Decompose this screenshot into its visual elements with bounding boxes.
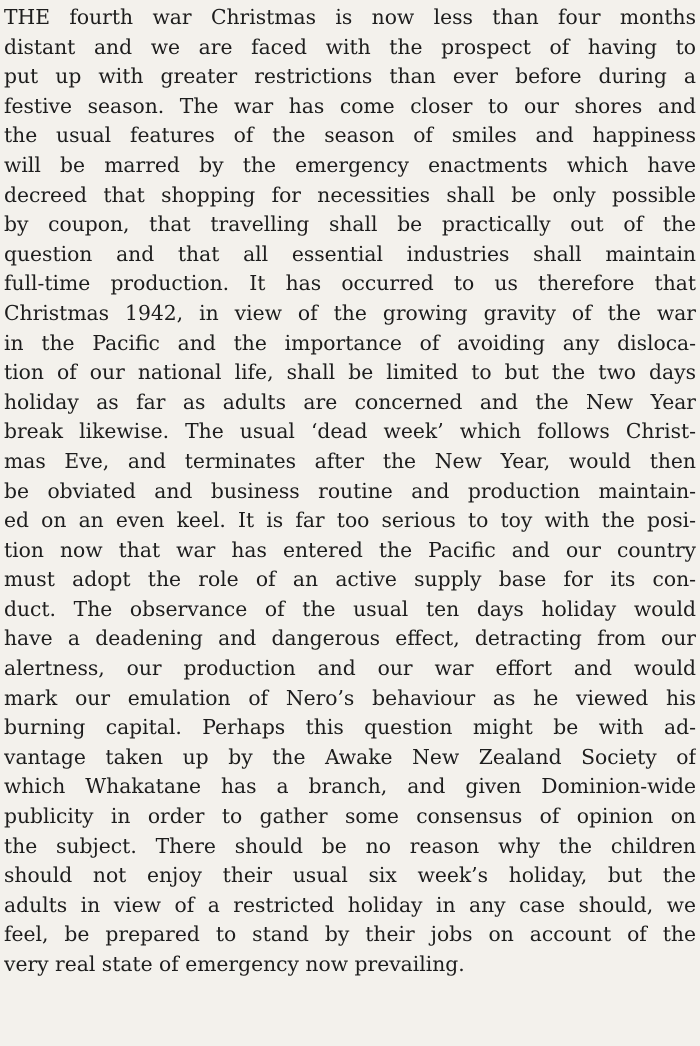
text-line: decreed that shopping for necessities shall be only possible xyxy=(4,182,696,207)
text-line: festive season. The war has come closer to our shores and xyxy=(4,93,696,118)
text-line: holiday as far as adults are concerned and the New Year xyxy=(4,389,696,414)
text-line: mark our emulation of Nero’s behaviour as he viewed his xyxy=(4,685,696,710)
text-line: must adopt the role of an active supply base for its con- xyxy=(4,567,696,592)
text-line: alertness, our production and our war effort and would xyxy=(4,656,696,681)
text-line: have a deadening and dangerous effect, detracting from our xyxy=(4,626,696,651)
text-line: adults in view of a restricted holiday in any case should, we xyxy=(4,892,696,917)
text-line: publicity in order to gather some consensus of opinion on xyxy=(4,804,696,829)
text-line: distant and we are faced with the prospect of having to xyxy=(4,34,696,59)
text-line: vantage taken up by the Awake New Zealand Society of xyxy=(4,744,696,769)
text-line: should not enjoy their usual six week’s holiday, but the xyxy=(4,863,696,888)
text-line: full-time production. It has occurred to us therefore that xyxy=(4,271,696,296)
text-line: tion of our national life, shall be limited to but the two days xyxy=(4,360,696,385)
article-body xyxy=(4,3,696,1043)
text-line: THE fourth war Christmas is now less than four months xyxy=(4,5,696,29)
text-line: put up with greater restrictions than ever before during a xyxy=(4,64,696,89)
text-line: Christmas 1942, in view of the growing gravity of the war xyxy=(4,300,696,325)
text-line: duct. The observance of the usual ten days holiday would xyxy=(4,596,696,621)
text-line: will be marred by the emergency enactments which have xyxy=(4,152,696,177)
text-line: in the Pacific and the importance of avoiding any disloca- xyxy=(4,330,696,355)
text-line: ed on an even keel. It is far too serious to toy with the posi- xyxy=(4,508,696,533)
text-line: the subject. There should be no reason why the children xyxy=(4,833,696,858)
text-line: be obviated and business routine and production maintain- xyxy=(4,478,696,503)
text-line: the usual features of the season of smiles and happiness xyxy=(4,123,696,148)
text-line: burning capital. Perhaps this question might be with ad- xyxy=(4,715,696,740)
text-line: by coupon, that travelling shall be practically out of the xyxy=(4,212,696,237)
text-line: very real state of emergency now prevailing. xyxy=(4,952,465,976)
text-line: question and that all essential industries shall maintain xyxy=(4,241,696,266)
text-line: tion now that war has entered the Pacific and our country xyxy=(4,537,696,562)
text-line: feel, be prepared to stand by their jobs on account of the xyxy=(4,922,696,947)
text-line: mas Eve, and terminates after the New Year, would then xyxy=(4,448,696,473)
text-line: break likewise. The usual ‘dead week’ which follows Christ- xyxy=(4,419,696,444)
text-line: which Whakatane has a branch, and given Dominion-wide xyxy=(4,774,696,799)
